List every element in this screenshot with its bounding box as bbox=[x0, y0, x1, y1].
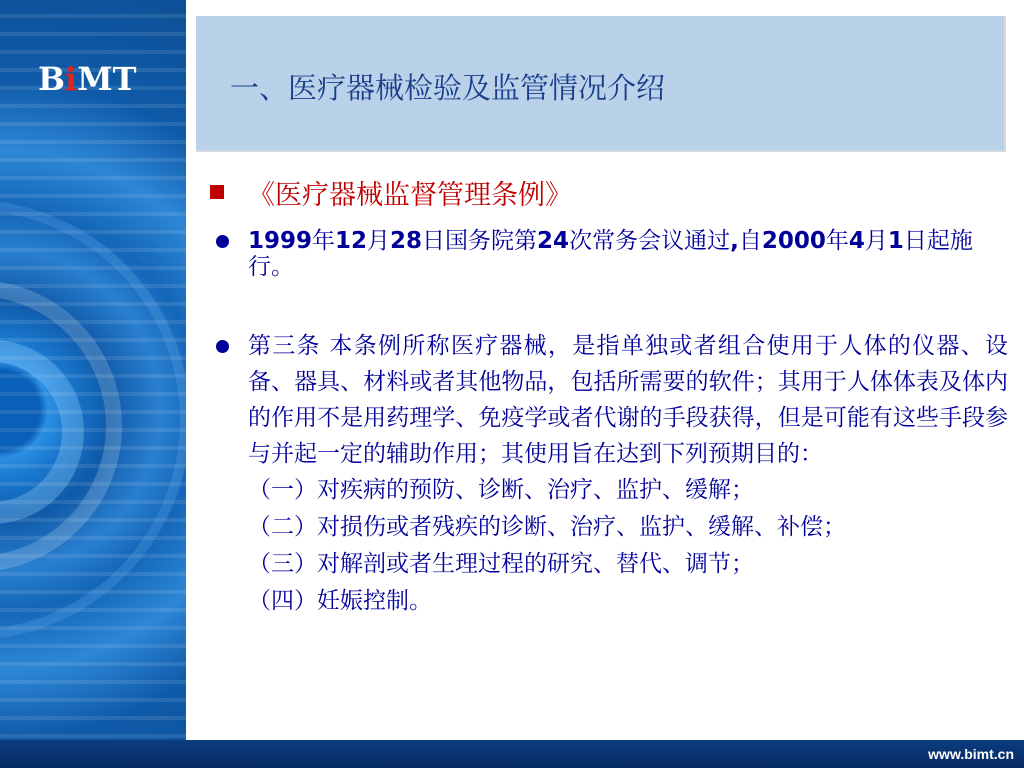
text-segment: 24 bbox=[537, 228, 570, 254]
purpose-item: （三）对解剖或者生理过程的研究、替代、调节； bbox=[248, 551, 754, 577]
text-segment: 12 bbox=[335, 228, 368, 254]
text-segment: , bbox=[730, 228, 739, 254]
text-segment: 自 bbox=[738, 228, 762, 254]
text-segment: 月 bbox=[864, 228, 888, 254]
website-url: www.bimt.cn bbox=[928, 746, 1014, 762]
bimt-logo bbox=[38, 60, 136, 98]
text-segment: 2000 bbox=[761, 228, 826, 254]
text-segment: 年 bbox=[312, 228, 336, 254]
slide-content bbox=[208, 172, 1008, 620]
bullet-point-enactment bbox=[208, 228, 1008, 280]
logo-text-mt: MT bbox=[77, 60, 137, 98]
text-segment: 4 bbox=[848, 228, 865, 254]
purpose-item: （一）对疾病的预防、诊断、治疗、监护、缓解； bbox=[248, 477, 754, 503]
round-bullet-icon bbox=[216, 340, 229, 353]
section-heading-row bbox=[208, 172, 1008, 212]
text-segment: 28 bbox=[390, 228, 423, 254]
left-decorative-panel bbox=[0, 0, 186, 740]
logo-text-b: B bbox=[38, 60, 66, 98]
purpose-item: （四）妊娠控制。 bbox=[248, 588, 432, 614]
bullet-point-article-3 bbox=[208, 328, 1008, 472]
text-segment: 日起施行。 bbox=[248, 228, 973, 280]
round-bullet-icon bbox=[216, 235, 229, 248]
footer-bar bbox=[0, 740, 1024, 768]
text-segment: 月 bbox=[367, 228, 391, 254]
section-heading: 《医疗器械监督管理条例》 bbox=[248, 179, 572, 211]
text-segment: 1999 bbox=[248, 228, 313, 254]
text-segment: 次常务会议通过 bbox=[569, 228, 731, 254]
bullet-text bbox=[248, 228, 1008, 280]
text-segment: 日国务院第 bbox=[422, 228, 538, 254]
slide-title: 一、医疗器械检验及监管情况介绍 bbox=[230, 71, 666, 105]
text-segment: 1 bbox=[887, 228, 904, 254]
purpose-item: （二）对损伤或者残疾的诊断、治疗、监护、缓解、补偿； bbox=[248, 514, 846, 540]
square-bullet-icon bbox=[210, 185, 224, 199]
text-segment: 年 bbox=[825, 228, 849, 254]
title-box bbox=[196, 16, 1006, 152]
logo-text-i: i bbox=[65, 60, 78, 98]
bullet-text: 第三条 本条例所称医疗器械，是指单独或者组合使用于人体的仪器、设备、器具、材料或者其他物品，包括所需要的软件；其用于人体体表及体内的作用不是用药理学、免疫学或者代谢的手段获得，但是可能有这些手段参与并起一定的辅助作用；其使用旨在达到下列预期目的： bbox=[248, 333, 1008, 467]
